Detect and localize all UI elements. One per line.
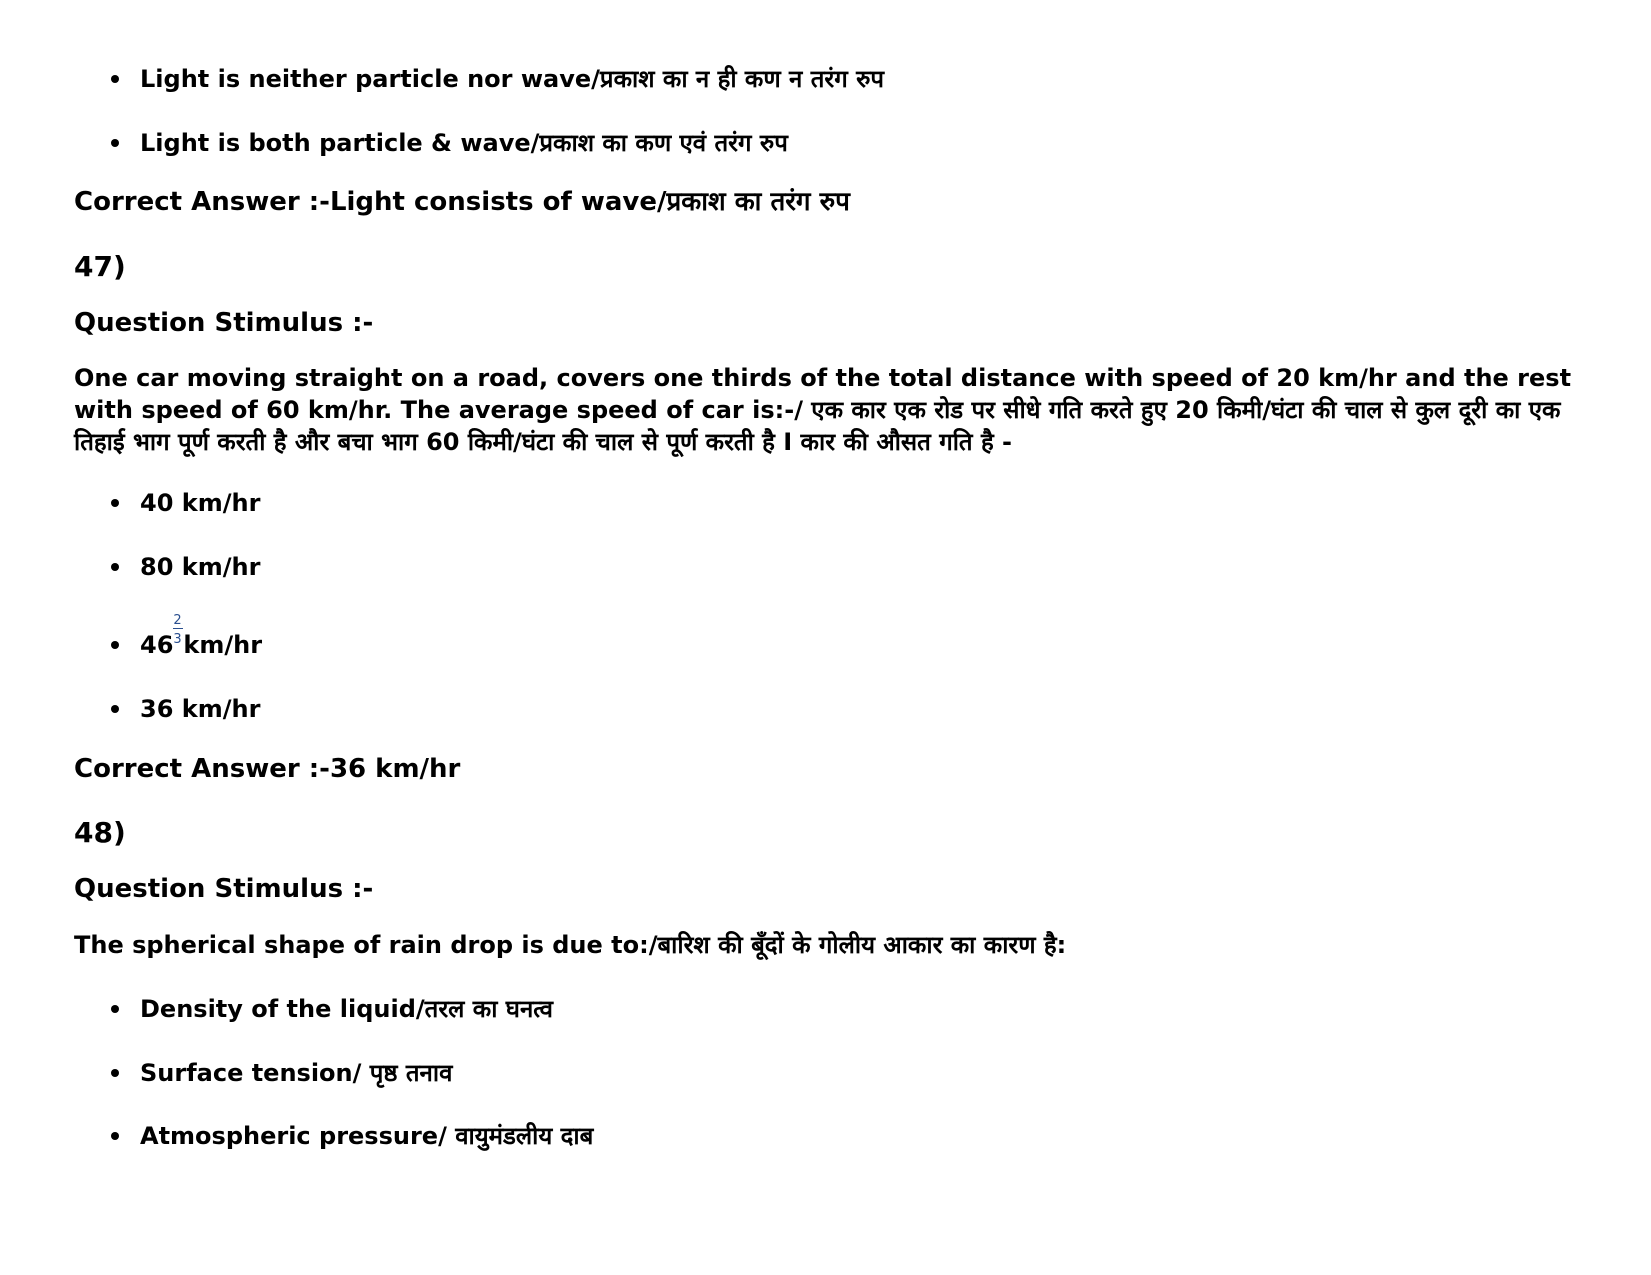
fraction-numerator: 2 — [173, 613, 182, 628]
q47-stimulus-label: Question Stimulus :- — [74, 308, 374, 338]
q47-correct-answer: Correct Answer :-36 km/hr — [74, 754, 461, 784]
q47-option-b: 80 km/hr — [140, 553, 261, 581]
q47-option-c-whole: 46 — [140, 631, 174, 659]
q48-option-c: Atmospheric pressure/ वायुमंडलीय दाब — [140, 1122, 594, 1150]
q46-option-d: Light is both particle & wave/प्रकाश का कण एवं तरंग रुप — [140, 129, 788, 157]
q47-option-c-fraction — [173, 613, 183, 653]
q48-stimulus-text: The spherical shape of rain drop is due to:/बारिश की बूँदों के गोलीय आकार का कारण है: — [74, 931, 1067, 959]
fraction-bar — [173, 628, 183, 629]
q46-option-c: Light is neither particle nor wave/प्रकाश का न ही कण न तरंग रुप — [140, 65, 885, 93]
fraction-denominator: 3 — [173, 632, 182, 647]
q47-option-a: 40 km/hr — [140, 489, 261, 517]
q47-option-c-unit: km/hr — [183, 631, 263, 659]
q47-option-c — [140, 613, 263, 660]
q47-stimulus-text: One car moving straight on a road, covers one thirds of the total distance with speed of 20 km/hr and the rest with speed of 60 km/hr. The average speed of car is:-/ एक कार एक रोड पर सीधे गति करते हुए 20 किमी/घंटा की चाल से कुल दूरी का एक तिहाई भाग पूर्ण करती है और बचा भाग 60 किमी/घंटा की चाल से पूर्ण करती है I कार की औसत गति है - — [74, 364, 1572, 456]
q46-correct-answer: Correct Answer :-Light consists of wave/प्रकाश का तरंग रुप — [74, 187, 850, 217]
q48-stimulus-label: Question Stimulus :- — [74, 874, 374, 904]
q48-option-a: Density of the liquid/तरल का घनत्व — [140, 995, 553, 1023]
q47-option-d: 36 km/hr — [140, 695, 261, 723]
q48-option-b: Surface tension/ पृष्ठ तनाव — [140, 1059, 453, 1087]
q47-number: 47) — [74, 250, 126, 283]
q48-number: 48) — [74, 816, 126, 849]
